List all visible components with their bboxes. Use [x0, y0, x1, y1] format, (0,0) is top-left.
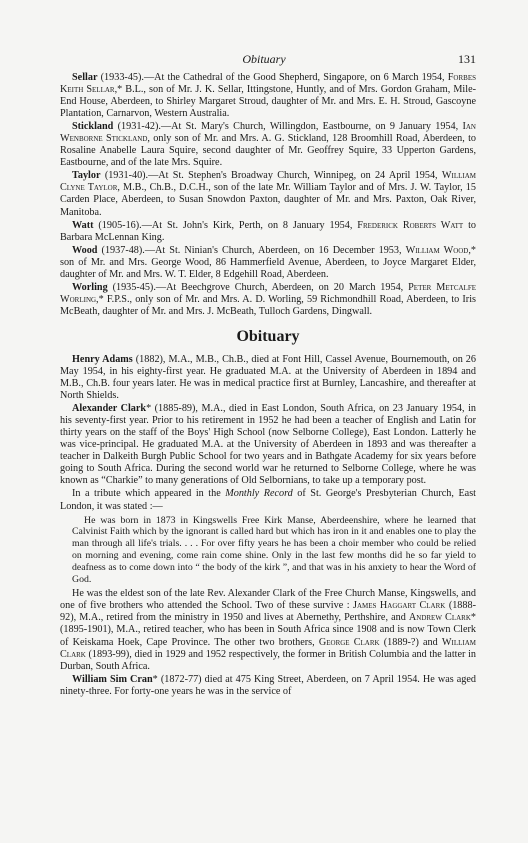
marriage-entry-stickland: Stickland (1931-42).—At St. Mary's Church, Willingdon, Eastbourne, on 9 January 1954, Ian Wenborne Stickland, only son of Mr. and Mrs. A. G. Stickland, 128 Broomhill Road, Aberdeen, to Rosaline Anabelle Laura Squire, second daughter of Mr. Geoffrey Squire, 33 Upperton Gardens, Eastbourne, and of the late Mrs. Squire. — [60, 121, 477, 169]
clark-family-paragraph: He was the eldest son of the late Rev. Alexander Clark of the Free Church Manse, Kingswells, and one of five brothers who attended the School. Two of these survive : James Haggart Clark (1888-92), M.A., retired from the ministry in 1950 and lives at Abernethy, Perthshire, and Andrew Clark* (1895-1901), M.A., retired teacher, who has been in South Africa since 1908 and is now Town Clerk of Keiskama Hoek, Cape Province. The other two brothers, George Clark (1889-?) and William Clark (1893-99), died in 1929 and 1952 respectively, the former in British Columbia and the latter in Durban, South Africa. — [60, 588, 476, 672]
entry-name: Worling — [72, 281, 108, 293]
obituary-entry-clark: Alexander Clark* (1885-89), M.A., died in East London, South Africa, on 23 January 1954, in his seventy-first year. Prior to his retirement in 1952 he had been a teacher of English and Latin for thirty years on the staff of the Boys' High School (now Selborne College), East London. Latterly he was vice-principal. He graduated M.A. at the University of Aberdeen in 1893 and was thereafter a teacher in Dalkeith Burgh Public School for two years and in Bathgate Academy for six years before going to South Africa. During the second world war he returned to Selborne College, where he was known as “Charkie” to many generations of Old Selbornians, to take up a temporary post. — [60, 403, 476, 487]
entry-name: Taylor — [72, 170, 101, 182]
marriage-entry-watt: Watt (1905-16).—At St. John's Kirk, Perth, on 8 January 1954, Frederick Roberts Watt to Barbara McLennan King. — [60, 219, 477, 243]
entry-name: Sellar — [72, 72, 98, 83]
obituary-entry-cran: William Sim Cran* (1872-77) died at 475 King Street, Aberdeen, on 7 April 1954. He was aged ninety-three. For forty-one years he was in the service of — [60, 673, 476, 697]
page-number: 131 — [458, 52, 476, 66]
clark-tribute-quote: He was born in 1873 in Kingswells Free Kirk Manse, Aberdeenshire, where he learned that Calvinist Faith which by the ignorant is called hard but which has iron in it and enables one to play the man through all life's trials. . . . For over fifty years he has been a choir member who could be relied on morning and evening, come rain come shine. Only in the last few months did he so far yield to deafness as to come down into “ the body of the kirk ”, and that was in his anxiety to hear the Word of God. — [72, 514, 476, 585]
entry-name: Alexander Clark — [72, 403, 147, 415]
marriages-section — [60, 72, 476, 318]
obituary-entry-adams: Henry Adams (1882), M.A., M.B., Ch.B., died at Font Hill, Cassel Avenue, Bournemouth, on 26 May 1954, in his eighty-first year. He graduated M.A. at the University of Aberdeen in 1894 and M.B., Ch.B. four years later. He was in medical practice first at Burnley, Lancashire, and thereafter at North Shields. — [60, 353, 476, 402]
marriage-entry-taylor: Taylor (1931-40).—At St. Stephen's Broadway Church, Winnipeg, on 24 April 1954, William Clyne Taylor, M.B., Ch.B., D.C.H., son of the late Mr. William Taylor and of Mrs. J. W. Taylor, 15 Carden Place, Aberdeen, to Susan Snowdon Paxton, daughter of Mr. and Mrs. Paxton, Oak River, Manitoba. — [60, 170, 477, 218]
entry-name: Watt — [72, 219, 94, 231]
marriage-entry-sellar: Sellar (1933-45).—At the Cathedral of the Good Shepherd, Singapore, on 6 March 1954, Forbes Keith Sellar,* B.L., son of Mr. J. K. Sellar, Ittingstone, Huntly, and of Mrs. Gordon Graham, Mile-End House, Aberdeen, to Shirley Margaret Stroud, daughter of Mr. and Mrs. E. H. Stroud, Gascoyne Plantation, Carnarvon, Western Australia. — [60, 72, 476, 120]
obituary-heading: Obituary — [236, 327, 300, 345]
entry-name: Stickland — [72, 121, 114, 133]
obituary-section — [60, 354, 476, 698]
entry-name: William Sim Cran — [72, 673, 153, 685]
entry-name: Wood — [72, 244, 98, 256]
marriage-entry-worling: Worling (1935-45).—At Beechgrove Church, Aberdeen, on 20 March 1954, Peter Metcalfe Worling,* F.P.S., only son of Mr. and Mrs. A. D. Worling, 59 Richmondhill Road, Aberdeen, to Iris McBeath, daughter of Mr. and Mrs. J. McBeath, Tulloch Gardens, Dingwall. — [60, 281, 476, 317]
running-title: Obituary — [242, 52, 286, 66]
clark-tribute-intro: In a tribute which appeared in the Monthly Record of St. George's Presbyterian Church, East London, it was stated :— — [60, 488, 476, 512]
marriage-entry-wood: Wood (1937-48).—At St. Ninian's Church, Aberdeen, on 16 December 1953, William Wood,* son of Mr. and Mrs. George Wood, 86 Hammerfield Avenue, Aberdeen, to Joyce Margaret Elder, daughter of Mr. and Mrs. W. T. Elder, 8 Edgehill Road, Aberdeen. — [60, 244, 476, 280]
entry-name: Henry Adams — [72, 353, 133, 365]
